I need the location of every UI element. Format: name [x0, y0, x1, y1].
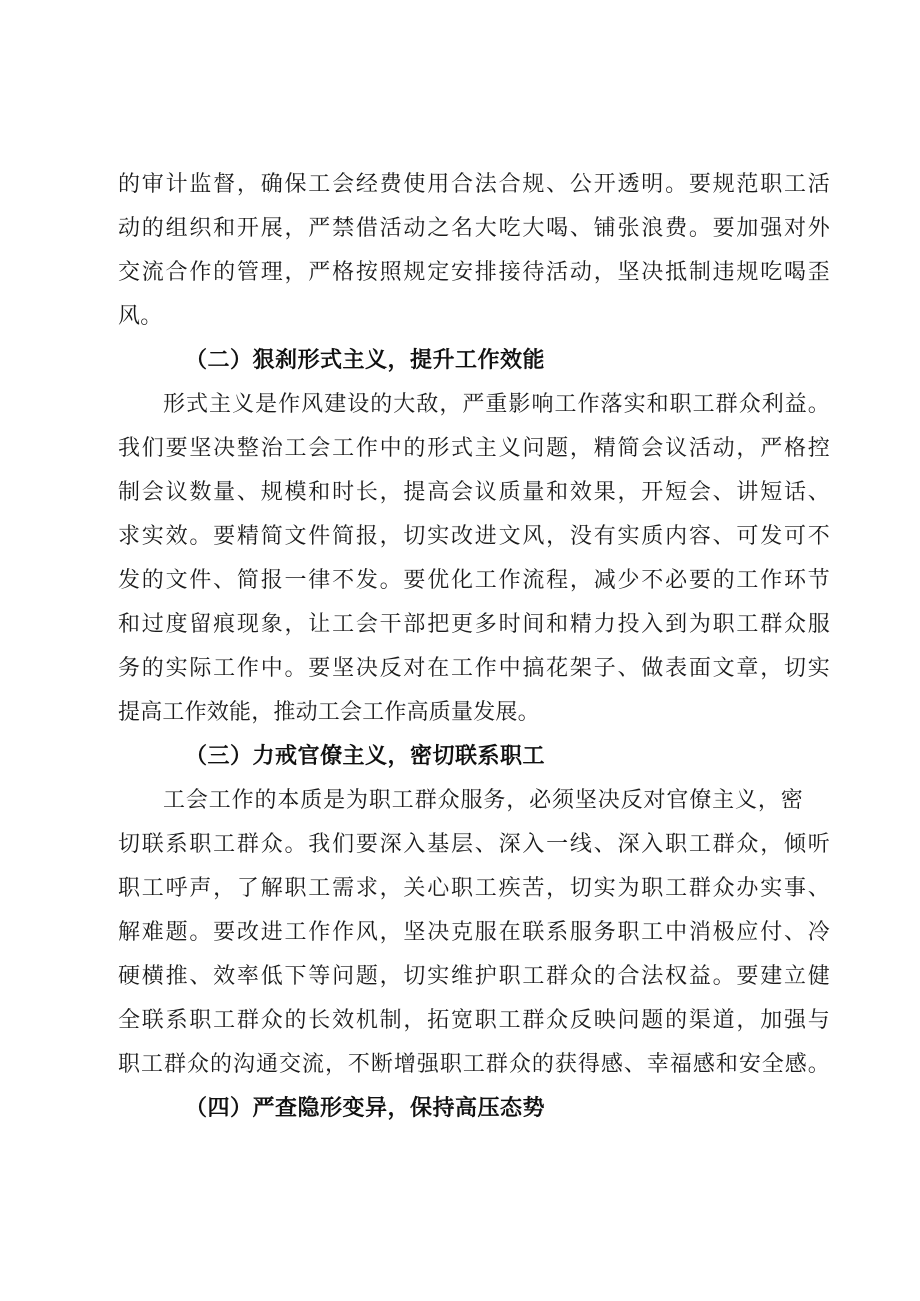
- paragraph-line: 全联系职工群众的长效机制，拓宽职工群众反映问题的渠道，加强与: [118, 1008, 830, 1033]
- section-heading-3: （三）力戒官僚主义，密切联系职工: [185, 744, 546, 769]
- paragraph-line: 务的实际工作中。要坚决反对在工作中搞花架子、做表面文章，切实: [118, 656, 830, 681]
- paragraph-line: 和过度留痕现象，让工会干部把更多时间和精力投入到为职工群众服: [118, 612, 830, 637]
- section-heading-4: （四）严查隐形变异，保持高压态势: [185, 1096, 546, 1121]
- section-heading-2: （二）狠刹形式主义，提升工作效能: [185, 348, 546, 373]
- paragraph-line: 发的文件、简报一律不发。要优化工作流程，减少不必要的工作环节: [118, 568, 830, 593]
- paragraph-line: 解难题。要改进工作作风，坚决克服在联系服务职工中消极应付、冷: [118, 920, 830, 945]
- paragraph-line: 提高工作效能，推动工会工作高质量发展。: [118, 700, 540, 725]
- paragraph-line: 职工呼声，了解职工需求，关心职工疾苦，切实为职工群众办实事、: [118, 876, 830, 901]
- paragraph-line: 职工群众的沟通交流，不断增强职工群众的获得感、幸福感和安全感。: [118, 1052, 830, 1077]
- paragraph-line: 切联系职工群众。我们要深入基层、深入一线、深入职工群众，倾听: [118, 832, 830, 857]
- paragraph-line: 交流合作的管理，严格按照规定安排接待活动，坚决抵制违规吃喝歪: [118, 260, 830, 285]
- paragraph-line: 我们要坚决整治工会工作中的形式主义问题，精简会议活动，严格控: [118, 436, 830, 461]
- paragraph-line: 硬横推、效率低下等问题，切实维护职工群众的合法权益。要建立健: [118, 964, 830, 989]
- paragraph-line: 形式主义是作风建设的大敌，严重影响工作落实和职工群众利益。: [163, 392, 830, 417]
- paragraph-line: 风。: [118, 304, 163, 329]
- paragraph-line: 工会工作的本质是为职工群众服务，必须坚决反对官僚主义，密: [163, 788, 803, 813]
- paragraph-line: 动的组织和开展，严禁借活动之名大吃大喝、铺张浪费。要加强对外: [118, 216, 830, 241]
- paragraph-line: 的审计监督，确保工会经费使用合法合规、公开透明。要规范职工活: [118, 172, 830, 197]
- paragraph-line: 求实效。要精简文件简报，切实改进文风，没有实质内容、可发可不: [118, 524, 830, 549]
- paragraph-line: 制会议数量、规模和时长，提高会议质量和效果，开短会、讲短话、: [118, 480, 830, 505]
